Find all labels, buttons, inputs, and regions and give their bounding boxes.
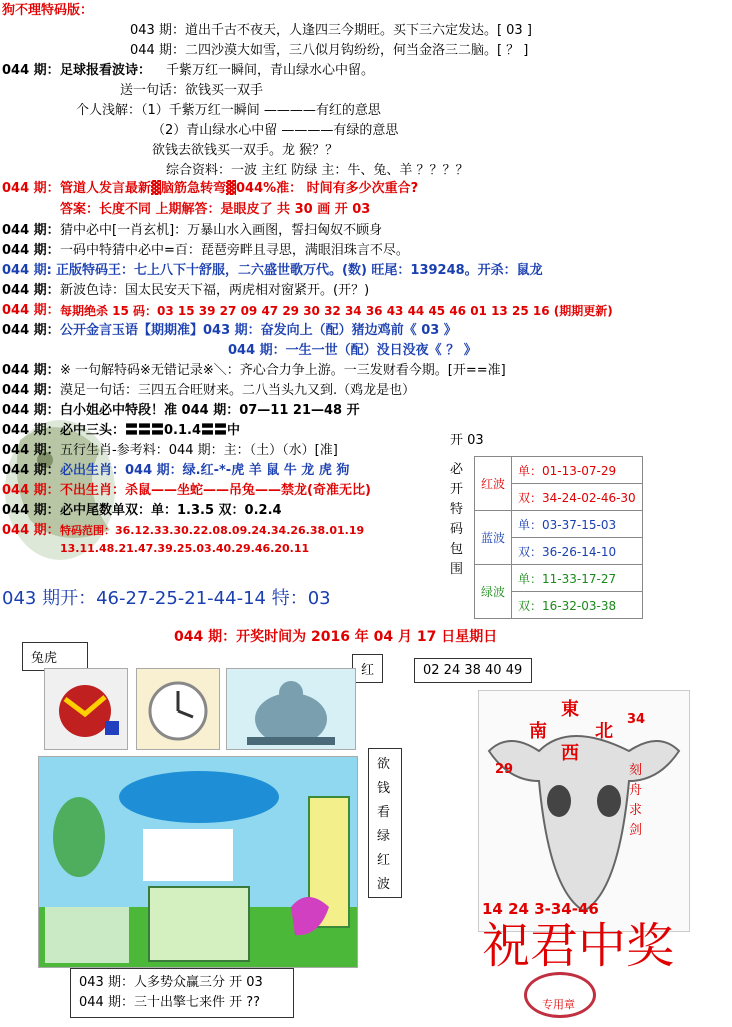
row-label: 044 期： [2,323,60,338]
callout-red: 红 [352,654,383,683]
callout-rabbit-tiger: 兔虎 [22,642,88,671]
skull-num-34: 34 [627,712,646,727]
header-line-043: 043 期：道出千古不夜天，人逢四三今期旺。买下三六定发达。[ 03 ] [130,23,532,38]
row-label: 044 期： [2,403,60,418]
wave-cell: 单：01-13-07-29 [512,457,643,484]
table-row [475,457,643,484]
poem-personal-1: 个人浅解：（1）千紫万红一瞬间 ————有红的意思 [76,103,381,118]
row-text: 公开金言玉语【期期准】043 期：奋发向上（配）猪边鸡前《 03 》 [60,323,457,338]
row-text: 13.11.48.21.47.39.25.03.40.29.46.20.11 [60,542,310,555]
wave-cell: 双：16-32-03-38 [512,592,643,619]
skull-image [478,690,690,932]
tiger-image [44,668,128,750]
clock-image [136,668,220,750]
row-text: 正版特码王：七上八下十舒服，二六盛世歌万代。(数) 旺尾：139248。开杀：鼠龙 [56,263,543,278]
row-text: 一码中特猜中必中=百：琵琶旁畔且寻思，满眼泪珠言不尽。 [60,243,409,258]
callout-bottom [70,968,294,1018]
result-043: 043 期开：46-27-25-21-44-14 特：03 [2,588,331,609]
row-text: 新波色诗：国太民安天下福，两虎相对窗紧开。(开？) [60,283,370,298]
header-line-044: 044 期：二四沙漠大如雪，三八似月钩纷纷，何当金洛三二脑。[ ？ ] [130,43,529,58]
wave-open: 开 03 [450,433,484,448]
bottom-043: 043 期：人多势众赢三分 开 03 [79,975,263,990]
row-label: 044 期： [2,223,60,238]
skull-num-29: 29 [495,762,514,777]
poem-title: 足球报看波诗： [60,63,152,78]
row-label: 044 期： [2,283,60,298]
wave-cell: 双：34-24-02-46-30 [512,484,643,511]
poem-line-4: 综合资料：一波 主红 防绿 主：牛、兔、羊 ？？？？ [166,163,469,178]
buddha-image [226,668,356,750]
row-label: 044 期： [2,503,60,518]
row-text: 漠足一句话：三四五合旺财来。二八当头九又到.（鸡龙是也） [60,383,416,398]
draw-time: 044 期：开奖时间为 2016 年 04 月 17 日星期日 [174,629,498,645]
poem-line-3: 欲钱去欲钱买一双手。龙 猴？？ [152,143,339,158]
row-label: 044 期： [2,423,60,438]
row-text: 每期绝杀 15 码：03 15 39 27 09 47 29 30 32 34 36 43 44 45 46 01 13 25 16 (期期更新) [60,304,613,318]
wave-cell: 双：36-26-14-10 [512,538,643,565]
skull-side-text: 刻舟求剑 [629,763,643,838]
row-label: 044 期： [2,463,60,478]
poem-personal-2: （2）青山绿水心中留 ————有绿的意思 [152,123,399,138]
page-title: 狗不理特码版： [2,3,94,18]
skull-east: 東 [561,699,579,720]
row-text: 特码范围：36.12.33.30.22.08.09.24.34.26.38.01.19 [60,524,365,537]
row-label: 044 期： [2,303,60,318]
row-label: 044 期： [2,443,60,458]
row-text: 白小姐必中特段！准 044 期：07—11 21—48 开 [60,403,360,418]
row-text: 管道人发言最新▓脑筋急转弯▓044%准： 时间有多少次重合? [60,181,419,196]
skull-north: 北 [595,721,613,742]
row-text: 答案：长度不同 上期解答：是眼皮了 共 30 画 开 03 [60,202,371,217]
row-label: 044 期： [2,523,60,538]
row-text: 不出生肖：杀鼠——坐蛇——吊兔——禁龙(奇准无比) [60,483,371,498]
row-label: 044 期： [2,483,60,498]
row-text: ※ 一句解特码※无错记录※＼：齐心合力争上游。一三发财看今期。[开==准] [60,363,506,378]
callout-wave-hint: 欲钱看绿红波 [368,748,402,898]
poem-label: 044 期： [2,63,60,78]
wave-group-blue: 蓝波 [475,511,512,565]
row-label: 044 期： [2,383,60,398]
row-text: 必出生肖：044 期：绿.红-*-虎 羊 鼠 牛 龙 虎 狗 [60,463,350,478]
row-label: 044 期： [2,243,60,258]
wave-cell: 单：11-33-17-27 [512,565,643,592]
row-label: 044 期： [2,181,60,196]
poem-text: 千紫万红一瞬间，青山绿水心中留。 [166,63,375,78]
wave-table [474,456,643,619]
skull-south: 南 [529,721,547,742]
row-label: 044 期: [2,263,52,278]
row-text: 五行生肖-参考料：044 期：主：（土）（水）[准] [60,443,338,458]
wave-group-red: 红波 [475,457,512,511]
teletubbies-image [38,756,358,968]
row-label: 044 期： [2,363,60,378]
callout-numbers: 02 24 38 40 49 [414,658,532,683]
bottom-044: 044 期：三十出擎七来件 开 ?? [79,995,261,1010]
row-text: 必中尾数单双：单：1.3.5 双：0.2.4 [60,503,282,518]
table-row [475,565,643,592]
poem-sentence: 送一句话：欲钱买一双手 [120,83,264,98]
stamp-label: 专用章 [542,998,575,1011]
skull-bottom-nums: 14 24 3-34-46 [482,900,599,918]
row-text: 必中三头：〓〓〓0.1.4〓〓中 [60,423,241,438]
wave-cell: 单：03-37-15-03 [512,511,643,538]
wave-group-green: 绿波 [475,565,512,619]
wave-side-label: 必开特码包围 [450,462,464,577]
row-text: 猜中必中[一肖玄机]：万暴山水入画图，誓扫匈奴不顾身 [60,223,383,238]
blessing: 祝君中奖 [482,918,675,974]
skull-west: 西 [561,743,579,764]
table-row [475,511,643,538]
row-text: 044 期：一生一世（配）没日没夜《 ？ 》 [228,343,477,358]
